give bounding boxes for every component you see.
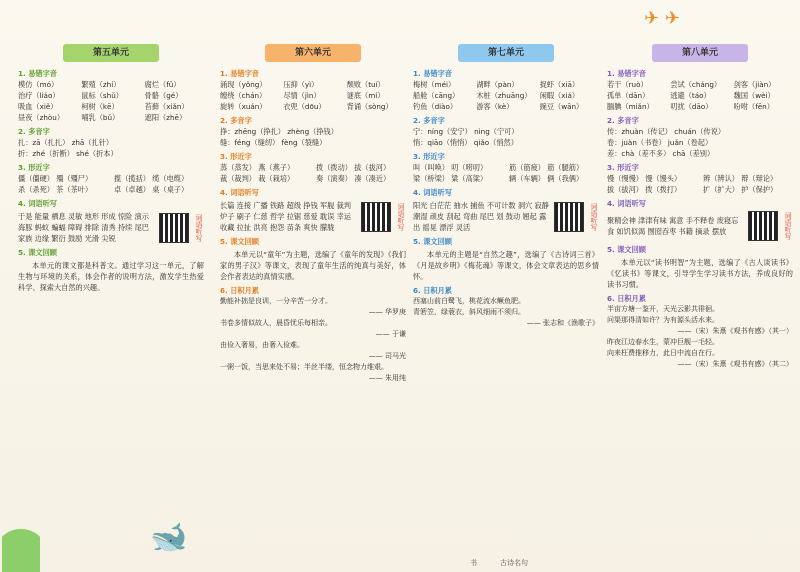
similar-item: 拨（拨动） 拔（拔河） (316, 163, 391, 172)
pinyin-item: 背诵（sòng） (346, 102, 393, 111)
similar-item: 揽（揽括） 缆（电缆） (114, 174, 189, 183)
similar-item: 杀（杀死） 茶（茶叶） (18, 185, 93, 194)
pinyin-item: 孤单（dān） (607, 91, 650, 100)
poem-line: 问渠那得清如许？为有源头活水来。 (607, 316, 719, 324)
section-heading: 5. 课文回顾 (413, 237, 452, 246)
review-text: 本单元以“读书明智”为主题，选编了《古人谈读书》《忆读书》等课文，引导学生学习读书方法，养成良好的读书习惯。 (607, 258, 793, 289)
pinyin-item: 剑客（jiàn） (733, 80, 776, 89)
pinyin-item: 谜底（mí） (346, 91, 385, 100)
section-heading: 3. 形近字 (607, 163, 639, 172)
poly-item: 差：chà（差不多） chā（差别） (607, 149, 715, 158)
pinyin-item: 昼夜（zhòu） (18, 113, 65, 122)
qr-code[interactable] (159, 213, 189, 243)
similar-item: 筋（筋疲） 筋（腿筋） (509, 163, 584, 172)
poem-line: 昨夜江边春水生，蒙冲巨舰一毛轻。 (607, 338, 719, 346)
section-heading: 2. 多音字 (220, 116, 252, 125)
poem-line: 西塞山前白鹭飞，桃花流水鳜鱼肥。 (413, 297, 525, 305)
unit-7-tag: 第七单元 (458, 44, 554, 62)
pinyin-item: 若干（ruò） (607, 80, 648, 89)
pinyin-item: 腐烂（fǔ） (144, 80, 181, 89)
pinyin-item: 吸血（xiě） (18, 102, 58, 111)
pinyin-item: 涌现（yǒng） (220, 80, 267, 89)
section-heading: 2. 多音字 (18, 127, 50, 136)
pinyin-item: 骨骼（gé） (144, 91, 183, 100)
whale-icon: 🐋 (150, 520, 188, 555)
section-heading: 1. 易错字音 (413, 69, 452, 78)
proverb-source: —— 司马光 (368, 352, 406, 360)
pinyin-item: 湖畔（pàn） (476, 80, 519, 89)
poly-item: 传：zhuàn（传记） chuán（传说） (607, 127, 726, 136)
qr-code[interactable] (748, 211, 778, 241)
qr-label: 词语听写 (784, 212, 792, 240)
unit-5-column (18, 44, 204, 564)
pinyin-item: 治疗（liáo） (18, 91, 60, 100)
section-heading: 1. 易错字音 (18, 69, 57, 78)
section-heading: 6. 日积月累 (607, 294, 646, 303)
similar-item: 拔（拔河） 拨（拨打） (607, 185, 682, 194)
proverb-source: —— 华罗庚 (368, 308, 406, 316)
qr-code[interactable] (361, 202, 391, 232)
proverb: 勤能补拙是良训，一分辛苦一分才。 (220, 297, 332, 305)
poly-item: 卷：juàn（书卷） juǎn（卷起） (607, 138, 713, 147)
pinyin-item: 钓鱼（diào） (413, 102, 458, 111)
unit-6-column (220, 44, 406, 564)
section-heading: 5. 课文回顾 (220, 237, 259, 246)
qr-label: 词语听写 (397, 202, 405, 231)
review-text: 本单元的主题是“自然之趣”，选编了《古诗词三首》《月是故乡明》《梅花魂》等课文，体会文章表达的思乡情怀。 (413, 250, 599, 281)
pinyin-item: 魏国（wèi） (733, 91, 775, 100)
section-heading: 4. 词语听写 (18, 199, 57, 208)
poem-line: 青箬笠，绿蓑衣，斜风细雨不须归。 (413, 308, 525, 316)
poly-item: 扎：zā（扎扎） zhā（扎针） (18, 138, 114, 147)
pinyin-item: 叨扰（dāo） (670, 102, 713, 111)
similar-item: 扩（扩大） 护（保护） (703, 185, 778, 194)
dictation-words: 聚精会神 津津有味 寓意 手不释卷 废寝忘食 如饥似渴 囫囵吞枣 书籍 摘录 摆放 (607, 216, 739, 236)
section-heading: 3. 形近字 (220, 152, 252, 161)
poly-item: 宁：níng（安宁） nìng（宁可） (413, 127, 519, 136)
review-text: 本单元的课文都是科普文。通过学习这一单元，了解生物与环境的关系，体会作者的说明方法，激发学生热爱科学、探索大自然的兴趣。 (18, 261, 204, 292)
footer-book-label: 书 (470, 559, 477, 567)
pinyin-item: 模仿（mó） (18, 80, 59, 89)
similar-item: 辨（辨认） 辩（辩论） (703, 174, 778, 183)
dictation-words: 阳光 白茫茫 抽水 捕鱼 不可计数 洞穴 寂静 潮湿 顽皮 刮起 弯曲 尾巴 划 鼓动 翘起 露出 摇晃 漂浮 灵活 (413, 201, 549, 232)
similar-item: 蒸（蒸发） 燕（燕子） (220, 163, 295, 172)
poem-source: ——（宋）朱熹《观书有感》（其二） (677, 360, 793, 368)
proverb: 一粥一饭，当思来处不易；半丝半缕，恒念物力维艰。 (220, 363, 388, 371)
pinyin-item: 船舱（cāng） (413, 91, 460, 100)
review-text: 本单元以“童年”为主题，选编了《童年的发现》《我们家的男子汉》等课文，表现了童年生活的纯真与美好，体会作者表达的真情实感。 (220, 250, 406, 281)
qr-label: 词语听写 (195, 213, 203, 242)
section-heading: 2. 多音字 (607, 116, 639, 125)
poly-item: 挣：zhēng（挣扎） zhèng（挣钱） (220, 127, 338, 136)
section-heading: 6. 日积月累 (220, 286, 259, 295)
pinyin-item: 遮阳（zhē） (144, 113, 187, 122)
pinyin-item: 尝试（cháng） (670, 80, 722, 89)
section-heading: 4. 词语听写 (607, 199, 646, 208)
dictation-words: 于是 能量 栖息 灵敏 地形 形成 惊险 演示 海豚 蚂蚁 蝙蝠 障碍 排除 清秀 持续 尾巴 家族 边缘 繁衍 鼓励 光滑 尖锐 (18, 212, 149, 243)
qr-label: 词语听写 (590, 202, 598, 231)
section-heading: 4. 词语听写 (413, 188, 452, 197)
similar-item: 叫（叫唤） 叨（唠叨） (413, 163, 488, 172)
section-heading: 5. 课文回顾 (18, 248, 57, 257)
pinyin-item: 柯树（kē） (81, 102, 119, 111)
section-heading: 3. 形近字 (18, 163, 50, 172)
pinyin-item: 逃避（táo） (670, 91, 711, 100)
pinyin-item: 游客（kè） (476, 102, 514, 111)
pinyin-item: 鼠标（shǔ） (81, 91, 123, 100)
unit-8-tag: 第八单元 (652, 44, 748, 62)
pinyin-item: 豌豆（wān） (539, 102, 584, 111)
similar-item: 慢（慢慢） 馒（馒头） (607, 174, 682, 183)
poem-line: 半亩方塘一鉴开，天光云影共徘徊。 (607, 305, 719, 313)
similar-item: 梁（桥梁） 粱（高粱） (413, 174, 488, 183)
similar-item: 僵（僵硬） 殭（殭尸） (18, 174, 93, 183)
pinyin-item: 腼腆（miǎn） (607, 102, 654, 111)
section-heading: 6. 日积月累 (413, 286, 452, 295)
unit-8-column (607, 44, 793, 564)
proverb: 由俭入奢易，由奢入俭难。 (220, 341, 304, 349)
proverb-source: —— 于谦 (375, 330, 406, 338)
poem-source: —— 张志和《渔歌子》 (526, 319, 599, 327)
pinyin-item: 哺乳（bǔ） (81, 113, 120, 122)
pinyin-item: 吩咐（fēn） (733, 102, 774, 111)
pinyin-item: 衣兜（dōu） (283, 102, 326, 111)
poly-item: 悄：qiāo（悄悄） qiǎo（悄然） (413, 138, 518, 147)
dictation-words: 长篇 连接 广播 铁路 超级 挣钱 军舰 裁判 炉子 刷子 仁慈 哲学 拉锯 慈爱 耽误 幸运 收藏 拉扯 洪亮 抱怨 苗条 爽快 朦胧 (220, 201, 351, 232)
pinyin-item: 尽情（jìn） (283, 91, 321, 100)
section-heading: 5. 课文回顾 (607, 245, 646, 254)
pinyin-item: 旋转（xuán） (220, 102, 267, 111)
pinyin-item: 缠绕（chán） (220, 91, 267, 100)
poly-item: 折：zhé（折断） shé（折本） (18, 149, 118, 158)
unit-6-tag: 第六单元 (265, 44, 361, 62)
section-heading: 1. 易错字音 (220, 69, 259, 78)
pinyin-item: 颓败（tuí） (346, 80, 385, 89)
footer-title: 古诗名句 (500, 559, 528, 567)
pinyin-item: 闲暇（xiá） (539, 91, 580, 100)
pinyin-item: 梅树（méi） (413, 80, 456, 89)
unit-7-column (413, 44, 599, 564)
pinyin-item: 压抑（yì） (283, 80, 319, 89)
similar-item: 奏（演奏） 凑（凑近） (316, 174, 391, 183)
poem-source: ——（宋）朱熹《观书有感》（其一） (677, 327, 793, 335)
similar-item: 辆（车辆） 俩（我俩） (509, 174, 584, 183)
similar-item: 裁（裁判） 栽（栽培） (220, 174, 295, 183)
qr-code[interactable] (554, 202, 584, 232)
section-heading: 4. 词语听写 (220, 188, 259, 197)
pinyin-item: 苔藓（xiǎn） (144, 102, 189, 111)
similar-item: 卓（卓越） 桌（桌子） (114, 185, 189, 194)
poly-item: 缝：féng（缝纫） fèng（裂缝） (220, 138, 327, 147)
birds-decoration: ✈ ✈ (644, 8, 680, 29)
section-heading: 3. 形近字 (413, 152, 445, 161)
section-heading: 2. 多音字 (413, 116, 445, 125)
pinyin-item: 木桩（zhuāng） (476, 91, 532, 100)
unit-5-tag: 第五单元 (63, 44, 159, 62)
pinyin-item: 繁殖（zhí） (81, 80, 121, 89)
proverb: 书卷多情似故人，晨昏忧乐每相亲。 (220, 319, 332, 327)
proverb-source: —— 朱用纯 (368, 374, 406, 382)
poem-line: 向来枉费推移力，此日中流自在行。 (607, 349, 719, 357)
pinyin-item: 捉虾（xiā） (539, 80, 580, 89)
section-heading: 1. 易错字音 (607, 69, 646, 78)
